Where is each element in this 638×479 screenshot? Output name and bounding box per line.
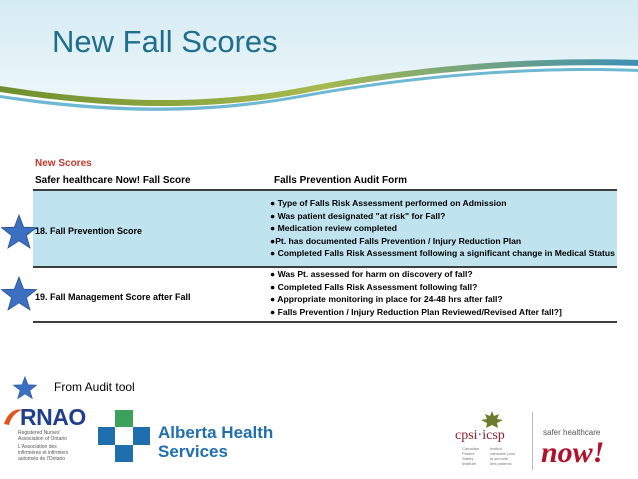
ahs-logo-line1: Alberta Health	[158, 423, 274, 442]
list-item: ● Completed Falls Risk Assessment following a significant change in Medical Status	[270, 248, 615, 259]
score-label-fall-prevention: 18. Fall Prevention Score	[35, 226, 143, 236]
cpsi-sub-left-1: Canadian	[462, 446, 480, 451]
rnao-subtitle-4: infirmières et infirmiers	[18, 450, 69, 456]
table-heading: New Scores	[35, 158, 92, 169]
cpsi-sub-right-1: Institut	[490, 446, 502, 451]
rnao-subtitle-1: Registered Nurses'	[18, 430, 61, 436]
rnao-subtitle-3: L'Association des	[18, 444, 57, 450]
rnao-logo	[20, 404, 86, 431]
list-item: ● Falls Prevention / Injury Reduction Plan Reviewed/Revised After fall?]	[270, 306, 562, 317]
list-item: ● Appropriate monitoring in place for 24-48 hrs after fall?	[270, 294, 503, 305]
cpsi-leaf-icon	[478, 410, 506, 430]
cpsi-sub-right-4: des patients	[490, 461, 512, 466]
list-item: ● Medication review completed	[270, 223, 397, 234]
cpsi-sub-right-3: la sécurité	[490, 456, 509, 461]
rnao-subtitle-2: Association of Ontario	[18, 436, 67, 442]
list-item: ● Was Pt. assessed for harm on discovery of fall?	[270, 269, 473, 279]
header-decoration	[0, 0, 638, 150]
list-item: ● Was patient designated "at risk" for Fall?	[270, 210, 446, 221]
shn-logo-top: safer healthcare	[543, 428, 601, 437]
cpsi-sub-left-2: Patient	[462, 451, 475, 456]
star-icon	[0, 214, 38, 250]
list-item: ● Type of Falls Risk Assessment performed on Admission	[270, 198, 507, 208]
legend-star-icon	[12, 376, 38, 400]
cpsi-sub-left-4: Institute	[462, 461, 477, 466]
audit-items-fall-management	[270, 268, 562, 318]
rnao-subtitle-5: autorisés de l'Ontario	[18, 456, 66, 462]
audit-items-fall-prevention	[270, 197, 615, 260]
list-item: ●Pt. has documented Falls Prevention / Injury Reduction Plan	[270, 235, 522, 246]
cpsi-sub-left-3: Safety	[462, 456, 474, 461]
column-header-fall-score: Safer healthcare Now! Fall Score	[35, 175, 191, 186]
score-label-fall-management: 19. Fall Management Score after Fall	[35, 292, 191, 302]
star-icon	[0, 276, 38, 312]
cpsi-sub-right-2: canadien pour	[490, 451, 516, 456]
list-item: ● Completed Falls Risk Assessment following fall?	[270, 281, 478, 292]
column-header-audit-form: Falls Prevention Audit Form	[274, 175, 407, 186]
legend-label: From Audit tool	[54, 380, 135, 394]
ahs-cross-icon	[96, 408, 152, 464]
ahs-logo-line2: Services	[158, 442, 228, 461]
rnao-logo-text: RNAO	[20, 404, 86, 430]
shn-logo-now: now!	[541, 436, 605, 469]
logo-divider	[532, 412, 533, 470]
slide-title: New Fall Scores	[52, 24, 278, 59]
cpsi-logo-text: cpsi·icsp	[455, 428, 505, 443]
table-rule-bottom	[33, 321, 617, 323]
